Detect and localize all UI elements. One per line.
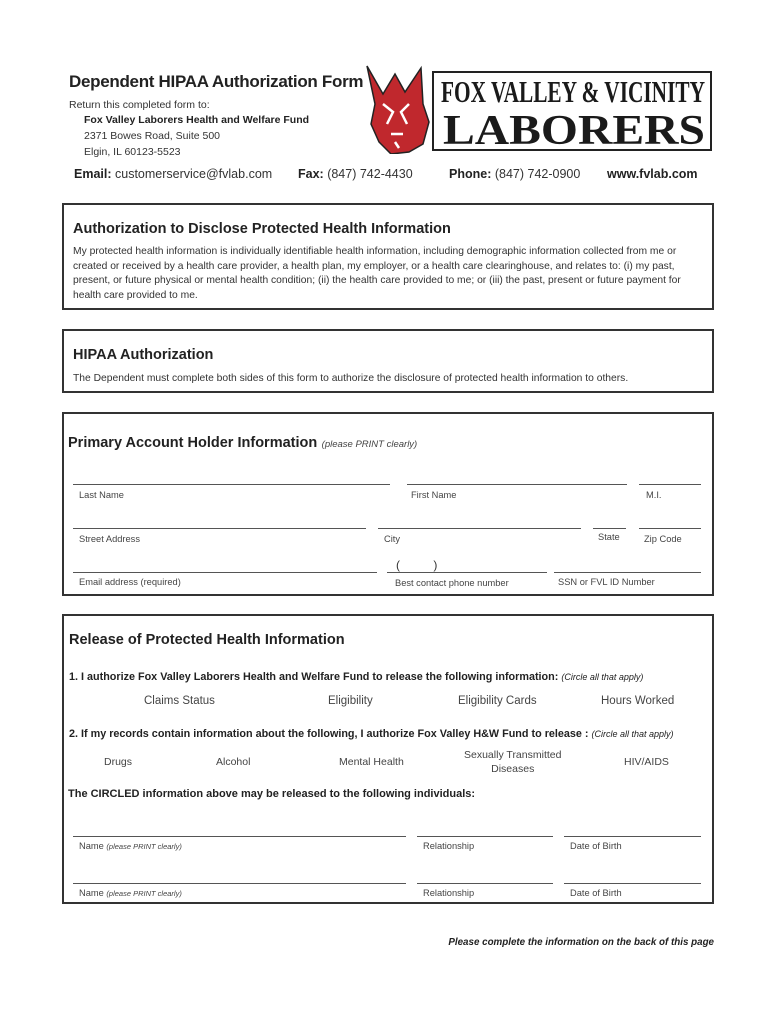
zip-label: Zip Code [644, 534, 682, 544]
release-relationship-field-1[interactable] [417, 836, 553, 837]
release-name-label-1: Name (please PRINT clearly) [79, 841, 182, 851]
phone-field[interactable] [387, 572, 547, 573]
disclose-body: My protected health information is individually identifiable health information, including demographic information collected from me or created or received by a health care provider, a health plan, my employer, or a health care clearinghouse, and relates to: (i) my past, present, or future physical or mental health condition; (ii) the health care provided to me; or (iii) the past, present or future payment for health care provided to me. [73, 246, 681, 301]
release-question-1: 1. I authorize Fox Valley Laborers Health and Welfare Fund to release the following information: (Circle all that apply) [69, 671, 644, 683]
back-page-note: Please complete the information on the back of this page [448, 937, 714, 948]
release-section [62, 614, 714, 904]
release-dob-label-2: Date of Birth [570, 888, 622, 898]
first-name-label: First Name [411, 490, 457, 500]
ssn-field[interactable] [554, 572, 701, 573]
option-hours-worked[interactable]: Hours Worked [601, 695, 675, 707]
release-relationship-label-2: Relationship [423, 888, 475, 898]
address-street: 2371 Bowes Road, Suite 500 [84, 130, 221, 142]
hipaa-title: HIPAA Authorization [73, 347, 214, 363]
first-name-field[interactable] [407, 484, 627, 485]
contact-fax: Fax: (847) 742-4430 [298, 167, 413, 181]
phone-area-code: ( ) [396, 558, 438, 572]
release-name-field-1[interactable] [73, 836, 406, 837]
option-std[interactable]: Sexually Transmitted Diseases [464, 749, 562, 775]
last-name-field[interactable] [73, 484, 390, 485]
option-drugs[interactable]: Drugs [104, 756, 133, 768]
disclose-section [62, 203, 714, 310]
zip-field[interactable] [639, 528, 701, 529]
release-dob-field-2[interactable] [564, 883, 701, 884]
release-relationship-field-2[interactable] [417, 883, 553, 884]
option-alcohol[interactable]: Alcohol [216, 756, 251, 768]
disclose-title: Authorization to Disclose Protected Health Information [73, 221, 451, 237]
release-name-field-2[interactable] [73, 883, 406, 884]
email-field[interactable] [73, 572, 377, 573]
contact-website[interactable]: www.fvlab.com [607, 167, 698, 181]
last-name-label: Last Name [79, 490, 124, 500]
form-title: Dependent HIPAA Authorization Form [69, 72, 364, 91]
option-hiv-aids[interactable]: HIV/AIDS [624, 756, 669, 768]
email-label: Email address (required) [79, 577, 181, 587]
city-label: City [384, 534, 401, 544]
option-eligibility-cards[interactable]: Eligibility Cards [458, 695, 537, 707]
phone-label: Best contact phone number [395, 578, 509, 588]
release-dob-label-1: Date of Birth [570, 841, 622, 851]
ssn-label: SSN or FVL ID Number [558, 577, 655, 587]
fox-logo-icon [365, 64, 713, 154]
release-name-label-2: Name (please PRINT clearly) [79, 888, 182, 898]
address-org: Fox Valley Laborers Health and Welfare Fund [84, 114, 310, 126]
mi-field[interactable] [639, 484, 701, 485]
logo-line1: FOX VALLEY & VICINITY [441, 74, 705, 109]
address-city: Elgin, IL 60123-5523 [84, 146, 181, 158]
street-address-label: Street Address [79, 534, 140, 544]
release-dob-field-1[interactable] [564, 836, 701, 837]
street-address-field[interactable] [73, 528, 366, 529]
hipaa-section [62, 329, 714, 393]
contact-email: Email: customerservice@fvlab.com [74, 167, 273, 181]
state-label: State [598, 532, 620, 542]
primary-holder-section [62, 412, 714, 596]
contact-phone: Phone: (847) 742-0900 [449, 167, 581, 181]
fox-valley-laborers-logo [365, 64, 713, 154]
circled-instruction: The CIRCLED information above may be released to the following individuals: [68, 788, 476, 800]
hipaa-body: The Dependent must complete both sides of this form to authorize the disclosure of protected health information to others. [73, 373, 629, 384]
option-eligibility[interactable]: Eligibility [328, 695, 373, 707]
option-claims-status[interactable]: Claims Status [144, 695, 215, 707]
release-title: Release of Protected Health Information [69, 632, 345, 648]
primary-title: Primary Account Holder Information (please PRINT clearly) [68, 435, 418, 451]
city-field[interactable] [378, 528, 581, 529]
logo-line2: LABORERS [443, 108, 705, 154]
option-mental-health[interactable]: Mental Health [339, 756, 404, 768]
state-field[interactable] [593, 528, 626, 529]
release-relationship-label-1: Relationship [423, 841, 475, 851]
release-question-2: 2. If my records contain information about the following, I authorize Fox Valley H&W Fund to release : (Circle all that apply) [69, 728, 674, 740]
return-instruction: Return this completed form to: [69, 99, 210, 111]
mi-label: M.I. [646, 490, 662, 500]
